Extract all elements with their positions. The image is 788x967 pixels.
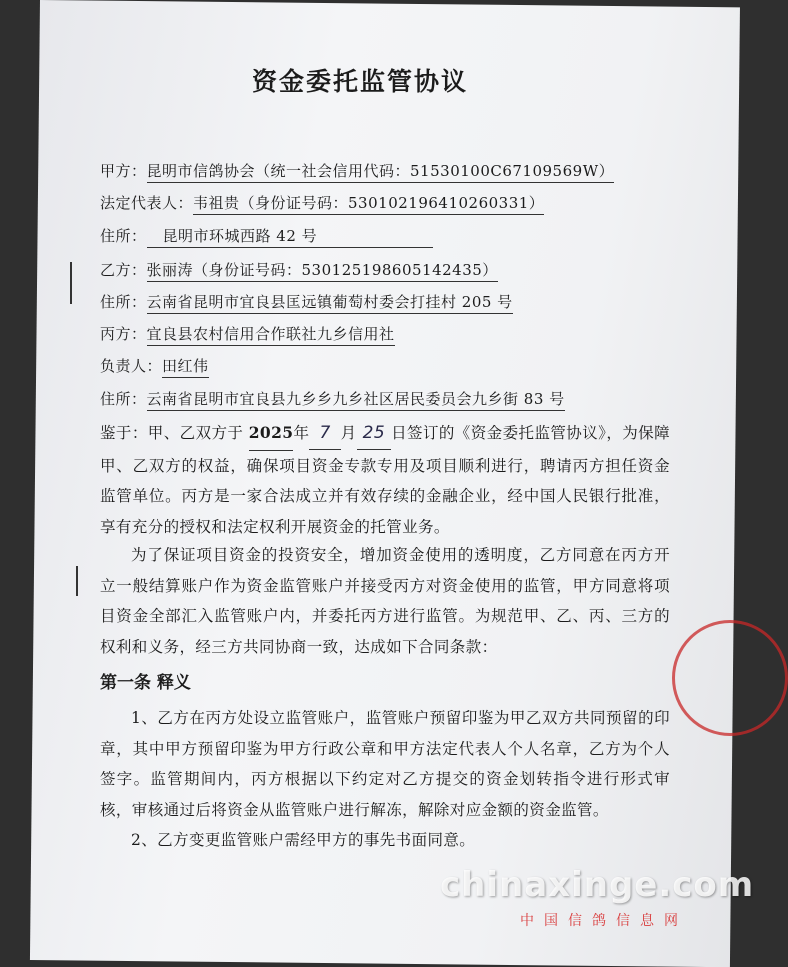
party-c-address-value: 云南省昆明市宜良县九乡乡九乡社区居民委员会九乡街 83 号: [147, 388, 565, 411]
party-a-representative-value: 韦祖贵（身份证号码：530102196410260331）: [193, 192, 544, 215]
party-a-line: 甲方：昆明市信鸽协会（统一社会信用代码：51530100C67109569W）: [100, 160, 614, 183]
agreement-month: 7: [309, 418, 340, 450]
party-c-head-line: 负责人：田红伟: [100, 355, 209, 378]
party-a-address-value: 昆明市环城西路 42 号: [147, 225, 433, 248]
purpose-paragraph: 为了保证项目资金的投资安全，增加资金使用的透明度，乙方同意在丙方开立一般结算账户作为资金监管账户并接受丙方对资金使用的监管，甲方同意将项目资金全部汇入监管账户内，并委托丙方进行监管。为规范甲、乙、丙、三方的权利和义务，经三方共同协商一致，达成如下合同条款：: [100, 546, 670, 656]
document-title: 资金委托监管协议: [251, 67, 468, 96]
party-c-address-line: 住所：云南省昆明市宜良县九乡乡九乡社区居民委员会九乡街 83 号: [100, 388, 565, 411]
party-a-value: 昆明市信鸽协会（统一社会信用代码：51530100C67109569W）: [147, 160, 615, 183]
pen-mark: [76, 566, 78, 596]
whereas-paragraph: 鉴于：甲、乙双方于 2025年 7 月 25 日签订的《资金委托监管协议》，为保障甲、乙双方的权益，确保项目资金专款专用及项目顺利进行，聘请丙方担任资金监管单位。丙方是一家合法成立并有效存续的金融企业，经中国人民银行批准，享有充分的授权和法定权利开展资金的托管业务。: [100, 418, 670, 542]
party-b-address-value: 云南省昆明市宜良县匡远镇葡萄村委会打挂村 205 号: [147, 291, 513, 314]
party-c-head-value: 田红伟: [162, 355, 209, 378]
party-c-line: 丙方：宜良县农村信用合作联社九乡信用社: [100, 323, 395, 346]
party-a-address-line: 住所： 昆明市环城西路 42 号: [100, 225, 433, 248]
article-one-heading: 第一条 释义: [100, 673, 191, 693]
party-c-value: 宜良县农村信用合作联社九乡信用社: [147, 323, 395, 346]
agreement-year: 2025: [249, 418, 294, 451]
watermark-logo: chinaxinge.com: [440, 865, 755, 905]
watermark-subtitle: 中国信鸽信息网: [520, 913, 688, 929]
party-b-line: 乙方：张丽涛（身份证号码：530125198605142435）: [100, 259, 498, 282]
article-one-clause-1: 1、乙方在丙方处设立监管账户，监管账户预留印鉴为甲乙双方共同预留的印章，其中甲方预留印鉴为甲方行政公章和甲方法定代表人个人名章，乙方为个人签字。监管期间内，丙方根据以下约定对乙方提交的资金划转指令进行形式审核，审核通过后将资金从监管账户进行解冻，解除对应金额的资金监管。: [100, 709, 670, 819]
red-seal-stamp: [672, 620, 788, 736]
party-a-representative-line: 法定代表人：韦祖贵（身份证号码：530102196410260331）: [100, 192, 544, 215]
agreement-day: 25: [357, 418, 391, 450]
party-b-value: 张丽涛（身份证号码：530125198605142435）: [147, 259, 498, 282]
article-one-clause-2: 2、乙方变更监管账户需经甲方的事先书面同意。: [131, 831, 476, 849]
pen-mark: [70, 262, 72, 304]
party-b-address-line: 住所：云南省昆明市宜良县匡远镇葡萄村委会打挂村 205 号: [100, 291, 513, 314]
